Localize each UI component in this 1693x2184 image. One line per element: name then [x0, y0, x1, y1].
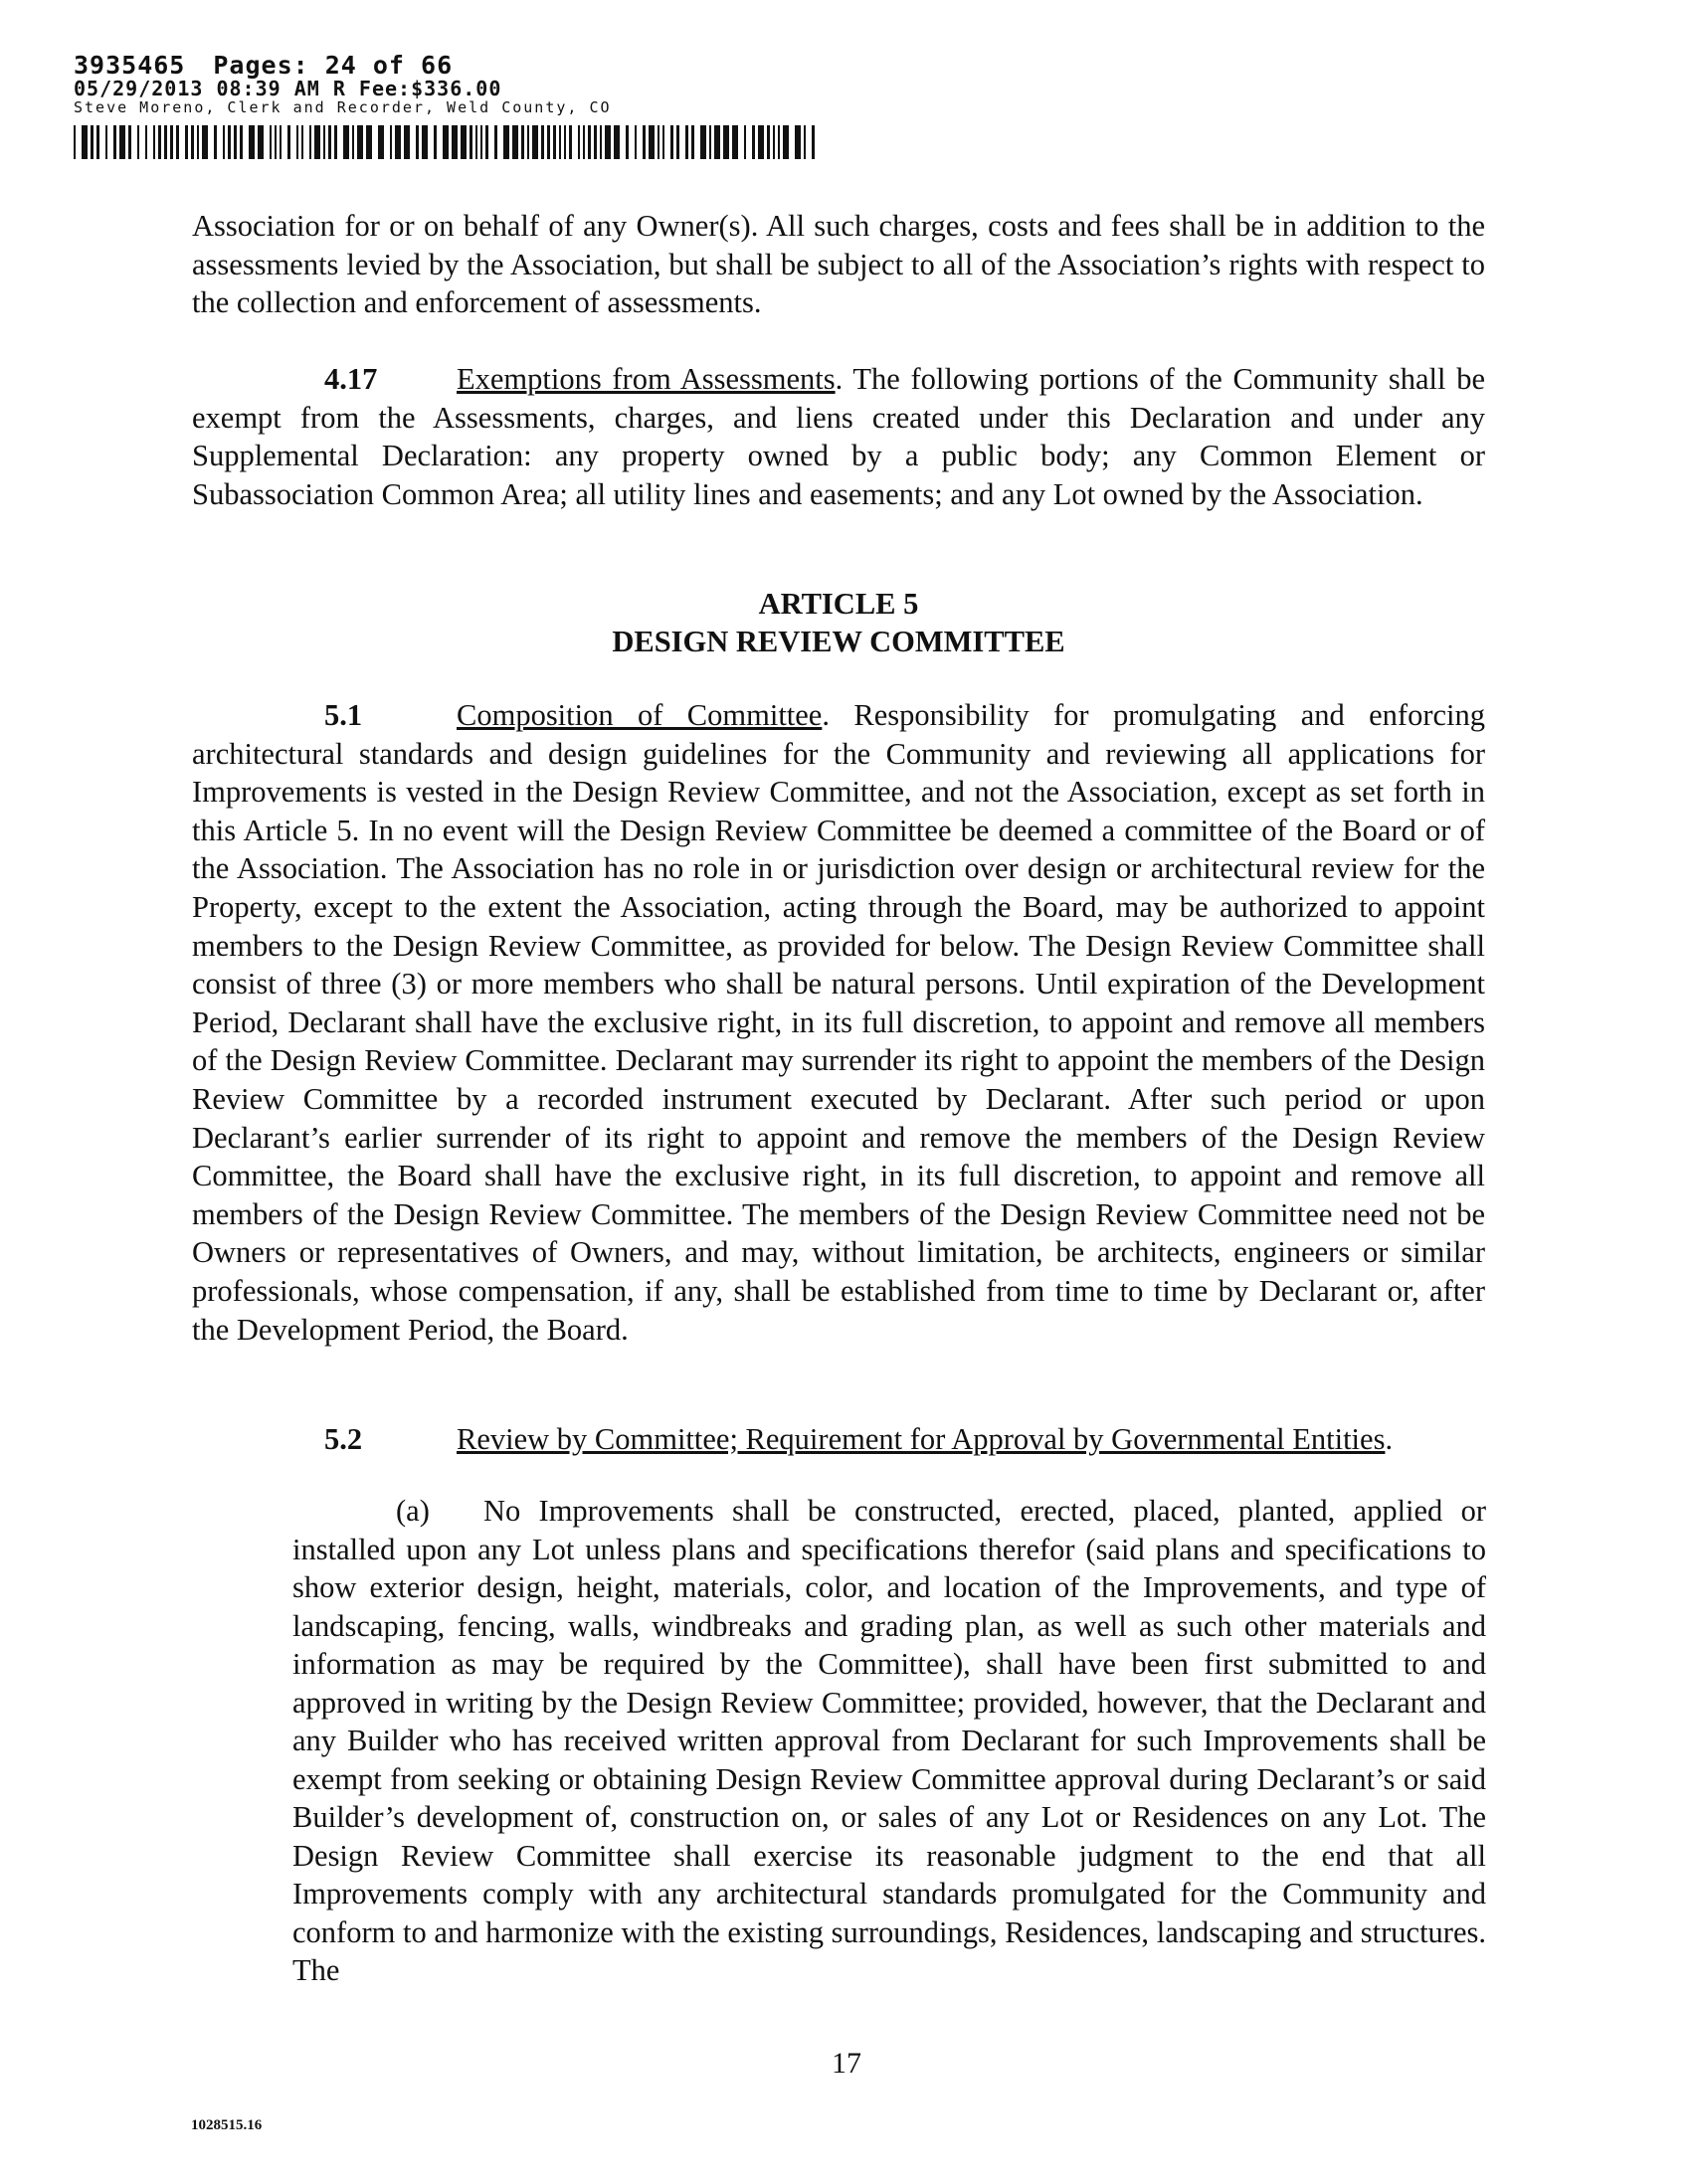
section-number: 5.2 — [324, 1422, 363, 1456]
recording-stamp — [74, 52, 612, 116]
section-body: . Responsibility for promulgating and enforcing architectural standards and design guidelines for the Community and reviewing all applications for Improvements is vested in the Design Review Committee, and not the Association, except as set forth in this Article 5. In no event will the Design Review Committee be deemed a committee of the Board or of the Association. The Association has no role in or jurisdiction over design or architectural review for the Property, except to the extent the Association, acting through the Board, may be authorized to appoint members to the Design Review Committee, as provided for below. The Design Review Committee shall consist of three (3) or more members who shall be natural persons. Until expiration of the Development Period, Declarant shall have the exclusive right, in its full discretion, to appoint and remove all members of the Design Review Committee. Declarant may surrender its right to appoint the members of the Design Review Committee by a recorded instrument executed by Declarant. After such period or upon Declarant’s earlier surrender of its right to appoint and remove the members of the Design Review Committee, the Board shall have the exclusive right, in its full discretion, to appoint and remove all members of the Design Review Committee. The members of the Design Review Committee need not be Owners or representatives of Owners, and may, without limitation, be architects, engineers or similar professionals, whose compensation, if any, shall be established from time to time by Declarant or, after the Development Period, the Board. — [192, 698, 1485, 1347]
article-heading — [192, 585, 1485, 660]
section-body: . The following portions of the Community shall be exempt from the Assessments, charges, and liens created under this Declaration and under any Supplemental Declaration: any property owned by a public body; any Common Element or Subassociation Common Area; all utility lines and easements; and any Lot owned by the Association. — [192, 362, 1485, 511]
article-number: ARTICLE 5 — [758, 587, 919, 621]
reception-number: 3935465 — [74, 51, 186, 80]
recorded-line: 05/29/2013 08:39 AM R Fee:$336.00 — [74, 77, 502, 100]
section-5-1 — [192, 696, 1485, 1349]
barcode — [74, 125, 820, 159]
section-trailing: . — [1385, 1422, 1394, 1456]
subsection-label: (a) — [396, 1494, 430, 1528]
subsection-body: No Improvements shall be constructed, erected, placed, planted, applied or installed upon any Lot unless plans and specifications therefor (said plans and specifications to show exterior design, height, materials, color, and location of the Improvements, and type of landscaping, fencing, walls, windbreaks and grading plan, as well as such other materials and information as may be required by the Committee), shall have been first submitted to and approved in writing by the Design Review Committee; provided, however, that the Declarant and any Builder who has received written approval from Declarant for such Improvements shall be exempt from seeking or obtaining Design Review Committee approval during Declarant’s or said Builder’s development of, construction on, or sales of any Lot or Residences on any Lot. The Design Review Committee shall exercise its reasonable judgment to the end that all Improvements comply with any architectural standards promulgated for the Community and conform to and harmonize with the existing surroundings, Residences, landscaping and structures. The — [292, 1494, 1486, 1987]
article-title: DESIGN REVIEW COMMITTEE — [612, 625, 1065, 658]
subsection-5-2-a — [292, 1492, 1486, 1990]
section-title: Exemptions from Assessments — [457, 362, 836, 396]
pages-label: Pages: 24 of 66 — [213, 51, 454, 80]
section-number: 4.17 — [324, 362, 378, 396]
recorder-line: Steve Moreno, Clerk and Recorder, Weld County, CO — [74, 98, 612, 116]
section-number: 5.1 — [324, 698, 363, 732]
continuation-paragraph: Association for or on behalf of any Owner(s). All such charges, costs and fees shall be in addition to the assessments levied by the Association, but shall be subject to all of the Association’s rights with respect to the collection and enforcement of assessments. — [192, 209, 1485, 320]
page-number: 17 — [832, 2047, 861, 2080]
document-id: 1028515.16 — [191, 2117, 263, 2133]
section-5-2 — [192, 1420, 1485, 1459]
section-4-17 — [192, 360, 1485, 513]
section-title: Composition of Committee — [457, 698, 823, 732]
section-title: Review by Committee; Requirement for Approval by Governmental Entities — [457, 1422, 1386, 1456]
